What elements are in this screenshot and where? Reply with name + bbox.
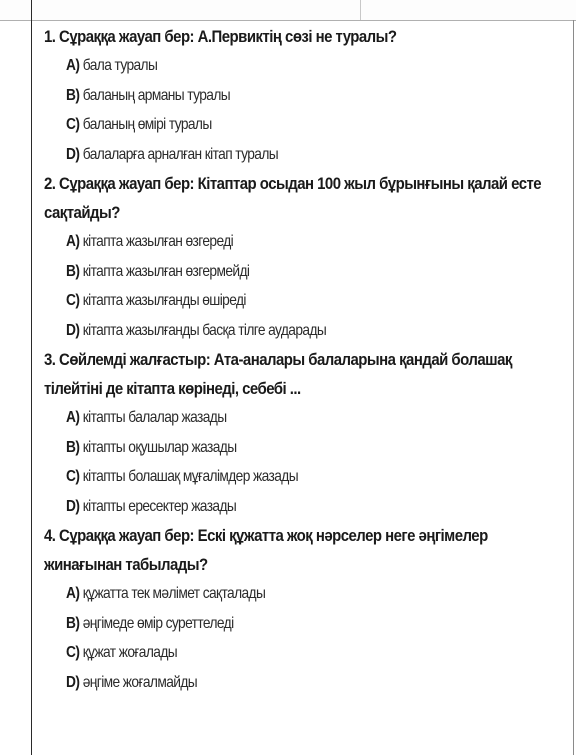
option-text: кітапта жазылған өзгереді xyxy=(82,233,234,250)
option-letter: C) xyxy=(66,116,80,133)
table-header-strip xyxy=(0,0,576,21)
option-d xyxy=(66,492,494,522)
option-text: кітапта жазылғанды басқа тілге аударады xyxy=(82,321,327,339)
option-d xyxy=(66,668,494,698)
option-b xyxy=(66,257,494,287)
option-text: әңгіме жоғалмайды xyxy=(82,673,198,691)
question-text: 2. Сұраққа жауап бер: Кітаптар осыдан 100 жыл бұрынғыны қалай есте сақтайды? xyxy=(44,174,542,222)
question-block-2 xyxy=(44,169,564,345)
option-letter: C) xyxy=(66,292,80,309)
option-d xyxy=(66,316,494,346)
cell-divider xyxy=(360,0,361,20)
question-text: 4. Сұраққа жауап бер: Ескі құжатта жоқ нәрселер неге әңгімелер жинағынан табылады? xyxy=(44,526,488,574)
option-letter: B) xyxy=(66,614,80,632)
question-block-1 xyxy=(44,22,564,169)
option-text: кітапты оқушылар жазады xyxy=(82,438,237,456)
option-letter: C) xyxy=(66,468,80,485)
option-text: баланың арманы туралы xyxy=(82,86,231,104)
option-a xyxy=(66,227,494,257)
option-b xyxy=(66,609,494,639)
option-letter: B) xyxy=(66,438,80,456)
option-a xyxy=(66,403,494,433)
option-c xyxy=(66,638,494,668)
option-text: құжатта тек мәлімет сақталады xyxy=(82,585,266,602)
option-a xyxy=(66,51,494,81)
option-b xyxy=(66,433,494,463)
option-text: баланың өмірі туралы xyxy=(82,116,212,133)
option-text: кітапта жазылған өзгермейді xyxy=(82,262,250,280)
option-letter: D) xyxy=(66,145,80,163)
option-c xyxy=(66,286,494,316)
option-text: балаларға арналған кітап туралы xyxy=(82,145,279,163)
option-text: кітапта жазылғанды өшіреді xyxy=(82,292,246,309)
quiz-content xyxy=(44,22,564,697)
option-b xyxy=(66,81,494,111)
option-letter: A) xyxy=(66,585,80,602)
option-a xyxy=(66,579,494,609)
option-letter: D) xyxy=(66,673,80,691)
question-text: 3. Сөйлемді жалғастыр: Ата-аналары балаларына қандай болашақ тілейтіні де кітапта көрінеді, себебі ... xyxy=(44,350,512,398)
option-text: кітапты ересектер жазады xyxy=(82,497,237,515)
option-text: кітапты болашақ мұғалімдер жазады xyxy=(82,468,298,485)
option-c xyxy=(66,110,494,140)
option-letter: A) xyxy=(66,409,80,426)
option-d xyxy=(66,140,494,170)
option-text: құжат жоғалады xyxy=(82,644,178,661)
table-right-border xyxy=(573,20,574,755)
option-letter: B) xyxy=(66,86,80,104)
option-text: әңгімеде өмір суреттеледі xyxy=(82,614,234,632)
option-letter: D) xyxy=(66,321,80,339)
option-text: кітапты балалар жазады xyxy=(82,409,227,426)
question-text: 1. Сұраққа жауап бер: А.Первиктің сөзі не туралы? xyxy=(44,27,397,46)
option-letter: A) xyxy=(66,57,80,74)
option-letter: D) xyxy=(66,497,80,515)
option-c xyxy=(66,462,494,492)
table-left-border xyxy=(31,0,32,755)
option-text: бала туралы xyxy=(82,57,158,74)
option-letter: A) xyxy=(66,233,80,250)
option-letter: B) xyxy=(66,262,80,280)
option-letter: C) xyxy=(66,644,80,661)
question-block-4 xyxy=(44,521,564,697)
question-block-3 xyxy=(44,345,564,521)
